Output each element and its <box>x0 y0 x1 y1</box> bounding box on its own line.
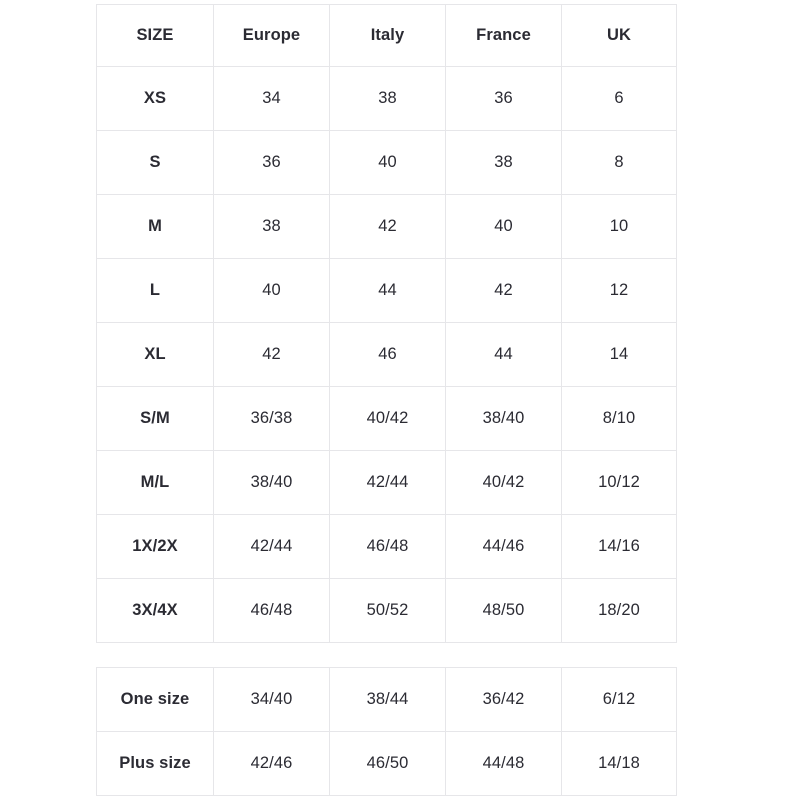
column-header-size: SIZE <box>97 5 214 67</box>
cell-france: 44/46 <box>446 515 562 579</box>
row-label: XS <box>97 67 214 131</box>
cell-europe: 42/46 <box>214 732 330 796</box>
cell-france: 44/48 <box>446 732 562 796</box>
row-label: One size <box>97 668 214 732</box>
size-conversion-table <box>96 4 677 643</box>
table-row <box>97 259 677 323</box>
cell-uk: 14/16 <box>562 515 677 579</box>
table-row <box>97 732 677 796</box>
cell-europe: 34/40 <box>214 668 330 732</box>
table-row <box>97 131 677 195</box>
cell-europe: 46/48 <box>214 579 330 643</box>
cell-europe: 36 <box>214 131 330 195</box>
table-row <box>97 323 677 387</box>
row-label: 3X/4X <box>97 579 214 643</box>
column-header-uk: UK <box>562 5 677 67</box>
table-header-row <box>97 5 677 67</box>
table-header <box>97 5 677 67</box>
row-label: Plus size <box>97 732 214 796</box>
cell-italy: 46/50 <box>330 732 446 796</box>
table-row <box>97 195 677 259</box>
column-header-italy: Italy <box>330 5 446 67</box>
row-label: S <box>97 131 214 195</box>
row-label: M/L <box>97 451 214 515</box>
table-body <box>97 668 677 796</box>
cell-france: 38/40 <box>446 387 562 451</box>
cell-europe: 38/40 <box>214 451 330 515</box>
cell-france: 40 <box>446 195 562 259</box>
cell-france: 40/42 <box>446 451 562 515</box>
table-row <box>97 387 677 451</box>
cell-italy: 42 <box>330 195 446 259</box>
cell-uk: 14 <box>562 323 677 387</box>
cell-uk: 14/18 <box>562 732 677 796</box>
one-size-table <box>96 667 677 796</box>
cell-france: 42 <box>446 259 562 323</box>
cell-uk: 8 <box>562 131 677 195</box>
cell-italy: 46 <box>330 323 446 387</box>
cell-europe: 36/38 <box>214 387 330 451</box>
table-row <box>97 579 677 643</box>
cell-france: 48/50 <box>446 579 562 643</box>
cell-italy: 42/44 <box>330 451 446 515</box>
table-row <box>97 67 677 131</box>
row-label: S/M <box>97 387 214 451</box>
cell-italy: 40 <box>330 131 446 195</box>
row-label: 1X/2X <box>97 515 214 579</box>
cell-uk: 6 <box>562 67 677 131</box>
table-row <box>97 515 677 579</box>
cell-france: 38 <box>446 131 562 195</box>
cell-europe: 38 <box>214 195 330 259</box>
column-header-europe: Europe <box>214 5 330 67</box>
cell-europe: 40 <box>214 259 330 323</box>
cell-italy: 50/52 <box>330 579 446 643</box>
cell-uk: 18/20 <box>562 579 677 643</box>
row-label: L <box>97 259 214 323</box>
table-body <box>97 67 677 643</box>
cell-italy: 38 <box>330 67 446 131</box>
cell-france: 36 <box>446 67 562 131</box>
cell-europe: 42 <box>214 323 330 387</box>
cell-uk: 10/12 <box>562 451 677 515</box>
row-label: XL <box>97 323 214 387</box>
table-row <box>97 668 677 732</box>
table-row <box>97 451 677 515</box>
cell-france: 36/42 <box>446 668 562 732</box>
cell-uk: 10 <box>562 195 677 259</box>
row-label: M <box>97 195 214 259</box>
cell-italy: 40/42 <box>330 387 446 451</box>
cell-france: 44 <box>446 323 562 387</box>
cell-uk: 8/10 <box>562 387 677 451</box>
cell-uk: 6/12 <box>562 668 677 732</box>
cell-italy: 44 <box>330 259 446 323</box>
cell-italy: 38/44 <box>330 668 446 732</box>
cell-europe: 34 <box>214 67 330 131</box>
cell-europe: 42/44 <box>214 515 330 579</box>
column-header-france: France <box>446 5 562 67</box>
cell-uk: 12 <box>562 259 677 323</box>
cell-italy: 46/48 <box>330 515 446 579</box>
